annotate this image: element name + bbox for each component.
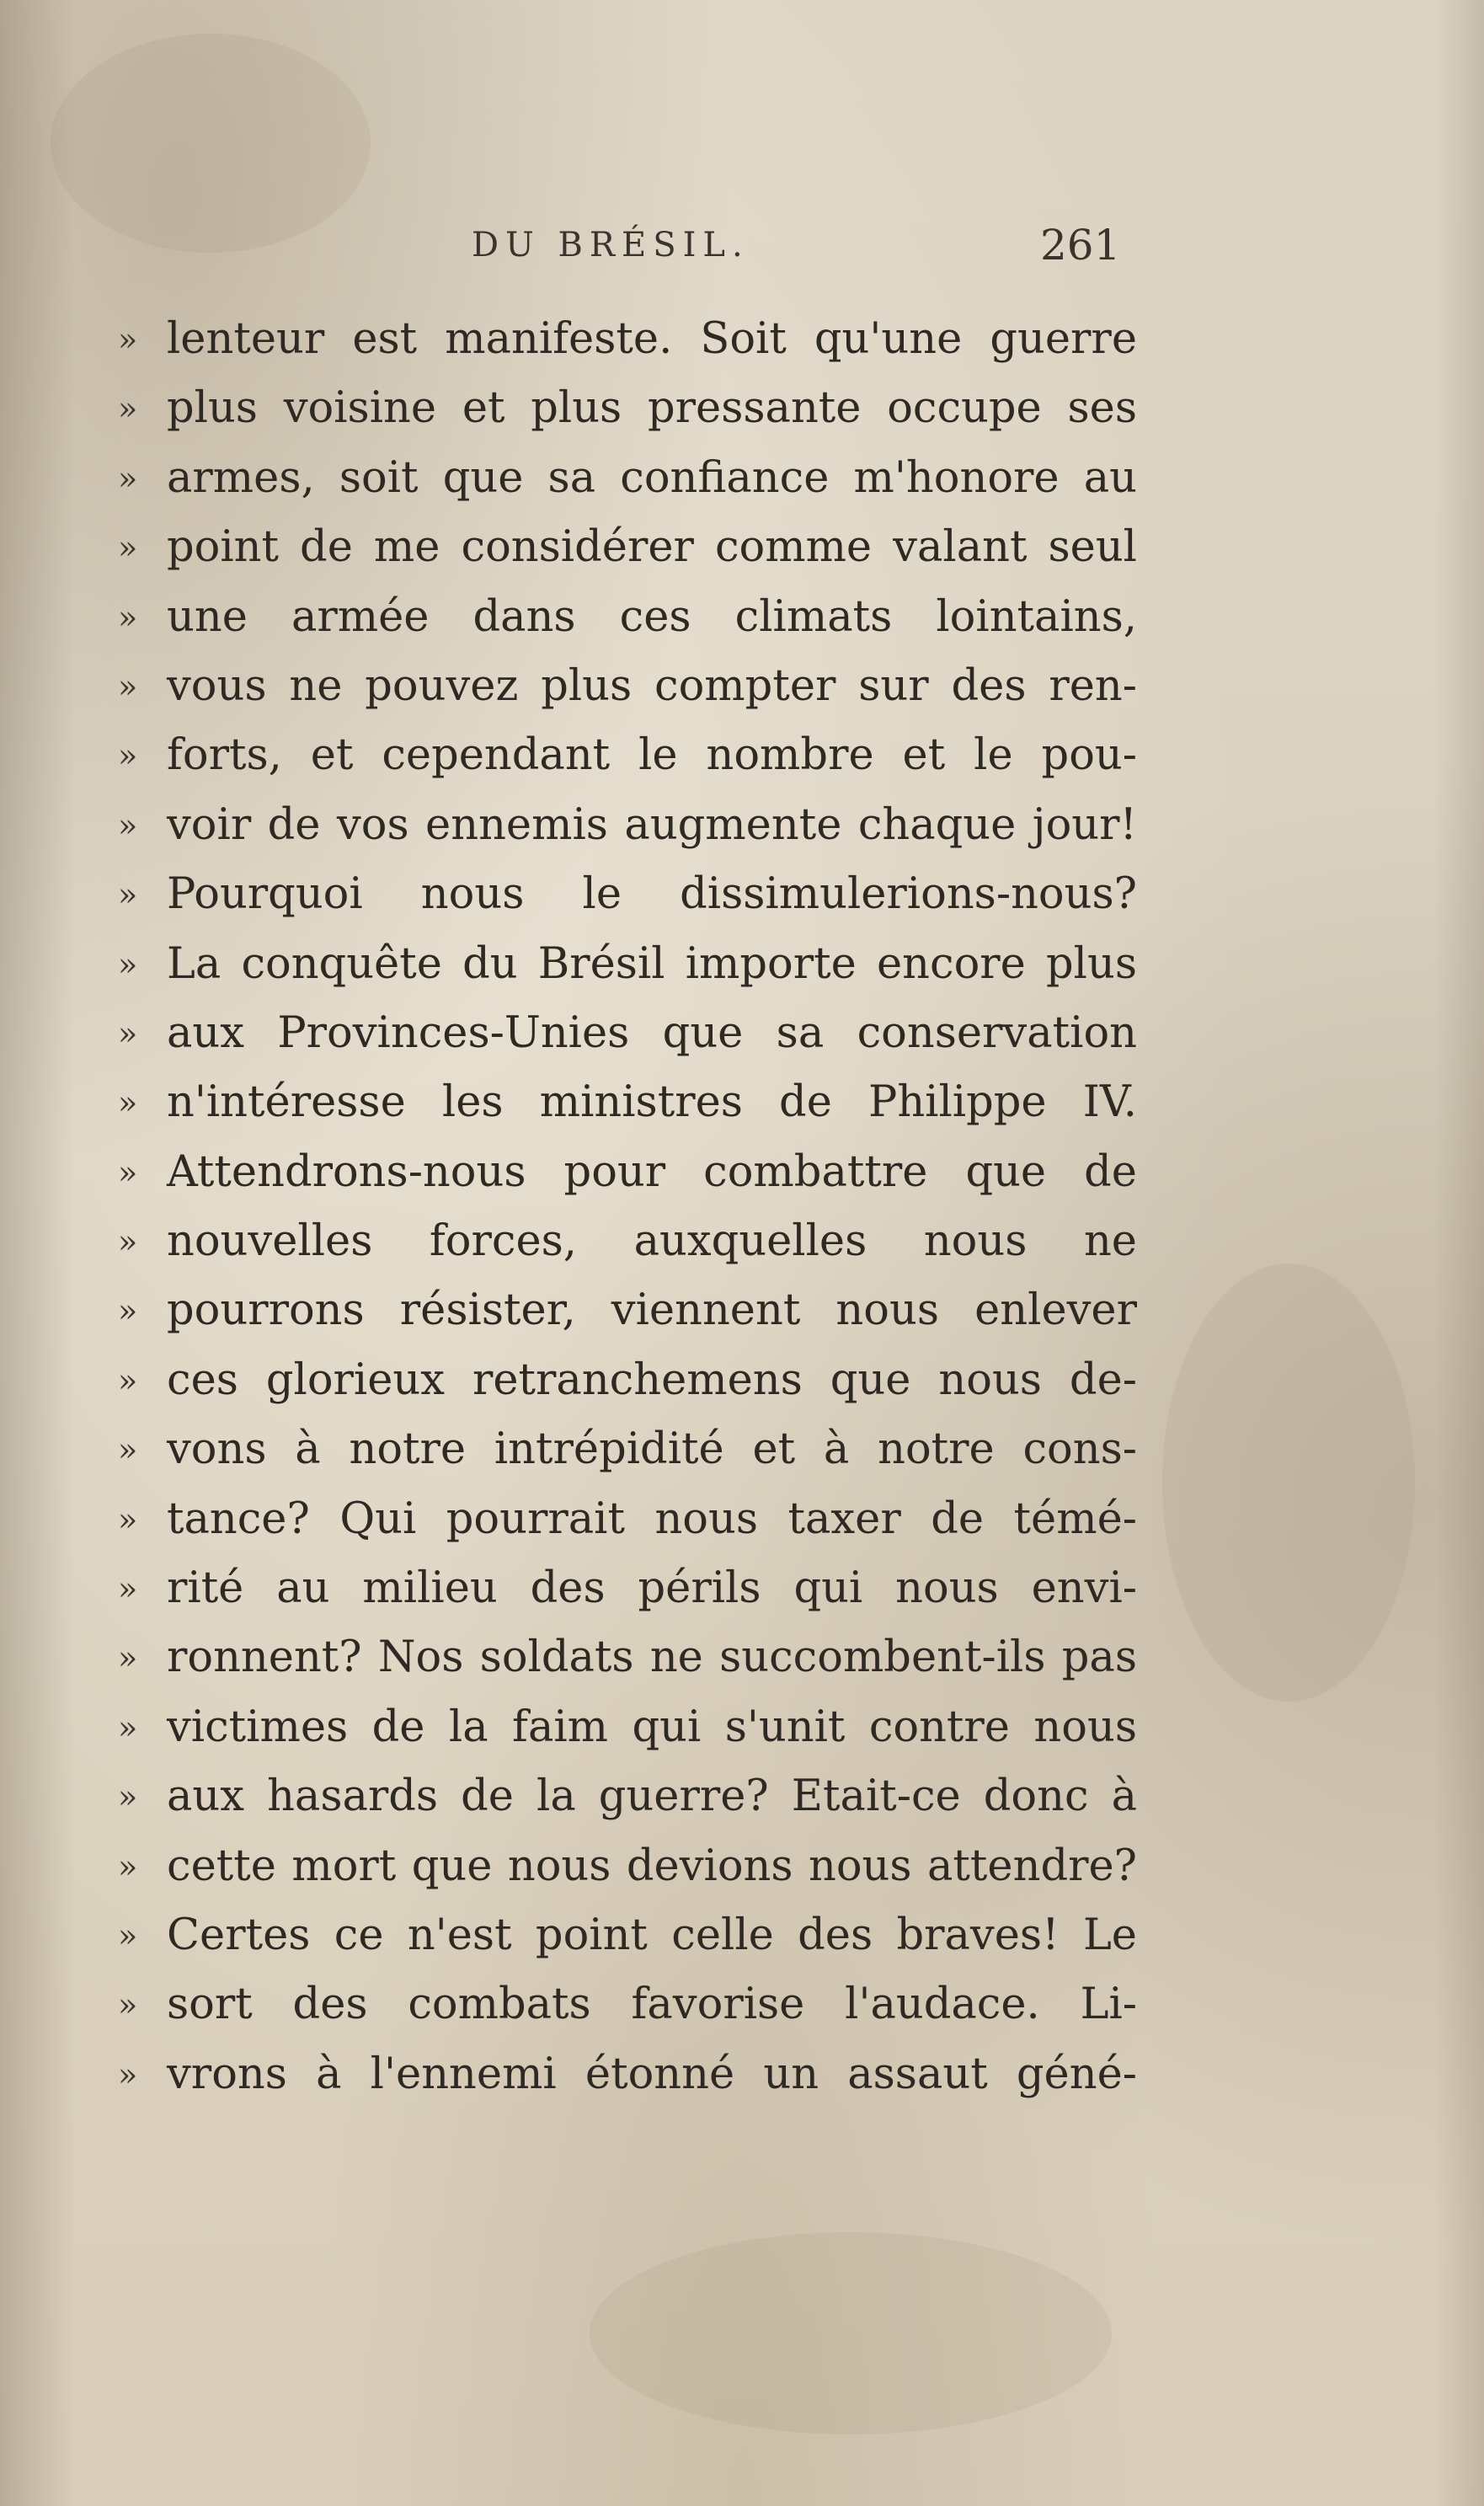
quote-mark: » — [118, 1570, 138, 1608]
paper-stain — [1162, 1264, 1415, 1702]
quote-mark: » — [118, 1223, 138, 1261]
line-text: point de me considérer comme valant seul — [167, 522, 1137, 573]
running-title: DU BRÉSIL. — [472, 226, 750, 264]
quote-mark: » — [118, 390, 138, 428]
paper-stain — [51, 34, 371, 253]
line-text: victimes de la faim qui s'unit contre nous — [167, 1702, 1137, 1752]
text-line — [118, 1970, 1137, 2039]
line-text: cette mort que nous devions nous attendre? — [167, 1841, 1137, 1891]
text-line — [118, 930, 1137, 999]
line-text: vrons à l'ennemi étonné un assaut géné- — [167, 2049, 1137, 2099]
line-text: tance? Qui pourrait nous taxer de témé- — [167, 1493, 1137, 1544]
text-line — [118, 721, 1137, 790]
quote-mark: » — [118, 945, 138, 983]
line-text: pourrons résister, viennent nous enlever — [167, 1285, 1137, 1336]
line-text: Pourquoi nous le dissimulerions-nous? — [167, 869, 1137, 920]
text-line — [118, 513, 1137, 582]
text-line — [118, 1415, 1137, 1484]
text-line — [118, 1485, 1137, 1554]
body-text — [118, 305, 1137, 2109]
text-line — [118, 1207, 1137, 1276]
text-line — [118, 2040, 1137, 2109]
line-text: aux Provinces-Unies que sa conservation — [167, 1007, 1137, 1058]
quote-mark: » — [118, 1639, 138, 1677]
quote-mark: » — [118, 321, 138, 358]
line-text: n'intéresse les ministres de Philippe IV. — [167, 1077, 1137, 1128]
quote-mark: » — [118, 1014, 138, 1052]
line-text: voir de vos ennemis augmente chaque jour! — [167, 799, 1137, 850]
quote-mark: » — [118, 598, 138, 636]
quote-mark: » — [118, 1778, 138, 1816]
line-text: ces glorieux retranchemens que nous de- — [167, 1355, 1137, 1405]
quote-mark: » — [118, 1361, 138, 1399]
line-text: ronnent? Nos soldats ne succombent-ils pas — [167, 1632, 1137, 1683]
line-text: Certes ce n'est point celle des braves! Le — [167, 1910, 1137, 1960]
text-line — [118, 583, 1137, 652]
quote-mark: » — [118, 2055, 138, 2093]
page-edge-shadow — [1433, 0, 1484, 2506]
line-text: forts, et cependant le nombre et le pou- — [167, 730, 1137, 781]
quote-mark: » — [118, 1431, 138, 1469]
text-line — [118, 791, 1137, 860]
page-number: 261 — [1040, 221, 1121, 270]
quote-mark: » — [118, 1847, 138, 1885]
text-line — [118, 1276, 1137, 1345]
quote-mark: » — [118, 1500, 138, 1538]
page-spine-shadow — [0, 0, 76, 2506]
line-text: vons à notre intrépidité et à notre cons- — [167, 1424, 1137, 1475]
line-text: vous ne pouvez plus compter sur des ren- — [167, 660, 1137, 711]
text-line — [118, 652, 1137, 721]
quote-mark: » — [118, 667, 138, 705]
quote-mark: » — [118, 1153, 138, 1191]
text-line — [118, 1068, 1137, 1137]
text-line — [118, 1832, 1137, 1901]
quote-mark: » — [118, 806, 138, 844]
line-text: lenteur est manifeste. Soit qu'une guerre — [167, 314, 1137, 364]
text-line — [118, 444, 1137, 513]
text-line — [118, 1346, 1137, 1415]
text-line — [118, 860, 1137, 929]
line-text: nouvelles forces, auxquelles nous ne — [167, 1216, 1137, 1267]
page-header — [0, 221, 1484, 285]
text-line — [118, 374, 1137, 443]
text-line — [118, 305, 1137, 374]
text-line — [118, 1693, 1137, 1762]
text-line — [118, 999, 1137, 1068]
quote-mark: » — [118, 459, 138, 497]
text-line — [118, 1138, 1137, 1207]
line-text: Attendrons-nous pour combattre que de — [167, 1146, 1137, 1197]
text-line — [118, 1762, 1137, 1831]
line-text: plus voisine et plus pressante occupe ses — [167, 383, 1137, 434]
line-text: armes, soit que sa confiance m'honore au — [167, 452, 1137, 503]
quote-mark: » — [118, 1708, 138, 1746]
quote-mark: » — [118, 737, 138, 775]
text-line — [118, 1901, 1137, 1970]
quote-mark: » — [118, 1084, 138, 1122]
line-text: une armée dans ces climats lointains, — [167, 591, 1137, 642]
text-line — [118, 1554, 1137, 1623]
line-text: sort des combats favorise l'audace. Li- — [167, 1980, 1137, 2030]
quote-mark: » — [118, 1986, 138, 2024]
paper-stain — [590, 2232, 1112, 2434]
quote-mark: » — [118, 1292, 138, 1330]
quote-mark: » — [118, 1916, 138, 1954]
line-text: La conquête du Brésil importe encore plus — [167, 938, 1137, 989]
quote-mark: » — [118, 876, 138, 914]
line-text: aux hasards de la guerre? Etait-ce donc à — [167, 1771, 1137, 1822]
quote-mark: » — [118, 529, 138, 567]
text-line — [118, 1623, 1137, 1692]
line-text: rité au milieu des périls qui nous envi- — [167, 1563, 1137, 1614]
